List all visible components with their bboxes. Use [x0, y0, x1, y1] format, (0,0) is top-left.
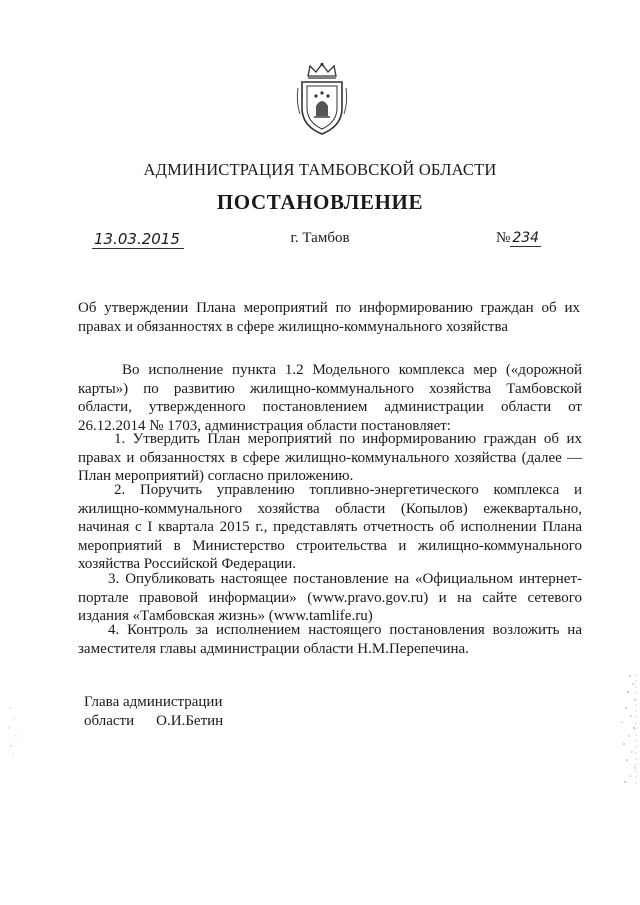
scan-artifact — [4, 700, 28, 760]
signatory-name: О.И.Бетин — [156, 712, 224, 729]
document-type-title: ПОСТАНОВЛЕНИЕ — [216, 190, 424, 214]
document-subject: Об утверждении Плана мероприятий по информированию граждан об их правах и обязанностях в сфере жилищно-коммунального хозяйства — [78, 300, 580, 335]
clause-1-paragraph: 1. Утвердить План мероприятий по информированию граждан об их правах и обязанностях в сфере жилищно-коммунального хозяйства (далее — План мероприятий) согласно приложению. — [78, 431, 582, 485]
date-value: 13.03.2015 — [92, 230, 184, 249]
scan-artifact — [600, 670, 638, 790]
signature-block — [84, 693, 223, 730]
preamble-paragraph: Во исполнение пункта 1.2 Модельного комплекса мер («дорожной карты») по развитию жилищно-коммунального хозяйства Тамбовской области, утвержденного постановлением администрации области от 26.12.2014 № 1703, администрация области постановляет: — [78, 362, 582, 434]
signatory-title-line1: Глава администрации — [84, 694, 223, 710]
number-prefix: № — [496, 230, 511, 246]
coat-of-arms-icon — [294, 62, 350, 136]
organization-name: АДМИНИСТРАЦИЯ ТАМБОВСКОЙ ОБЛАСТИ — [143, 160, 497, 179]
signatory-line2 — [84, 712, 223, 731]
document-number — [496, 230, 541, 247]
clause-3-paragraph: 3. Опубликовать настоящее постановление на «Официальном интернет-портале правовой информации» (www.pravo.gov.ru) и на сайте сетевого издания «Тамбовская жизнь» (www.tamlife.ru) — [78, 571, 582, 625]
number-value: 234 — [512, 230, 540, 246]
clause-2-paragraph: 2. Поручить управлению топливно-энергетического комплекса и жилищно-коммунального хозяйства области (Копылов) ежеквартально, начиная с I квартала 2015 г., представлять отчетность об исполнении Плана мероприятий в Министерство строительства и жилищно-коммунального хозяйства Российской Федерации. — [78, 482, 582, 573]
clause-4-paragraph: 4. Контроль за исполнением настоящего постановления возложить на заместителя главы администрации области Н.М.Перепечина. — [78, 622, 582, 657]
signatory-title-line2: области — [84, 712, 135, 729]
document-city: г. Тамбов — [290, 230, 350, 246]
